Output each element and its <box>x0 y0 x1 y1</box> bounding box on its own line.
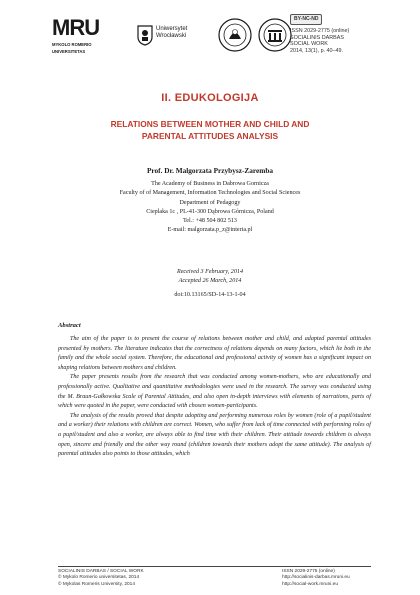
author-name: Prof. Dr. Malgorzata Przybysz-Zaremba <box>146 166 274 175</box>
footer-copyright-en: © Mykolas Romeris University, 2014 <box>58 581 136 587</box>
journal-info-block <box>290 14 398 55</box>
affiliation-phone: Tel.: +48 504 802 513 <box>183 218 237 225</box>
academy-seal-icon <box>258 18 292 52</box>
wroclaw-emblem-icon <box>136 24 154 46</box>
affiliation-faculty: Faculty of of Management, Information Technologies and Social Sciences <box>119 190 301 197</box>
received-date: Received 3 February, 2014 <box>177 269 243 275</box>
doi-identifier: doi:10.13165/SD-14-13-1-04 <box>174 292 246 298</box>
wroclaw-logo-line2: Wrocławski <box>156 33 187 39</box>
logo-strip <box>52 16 292 72</box>
section-title: II. EDUKOLOGIJA <box>161 92 259 104</box>
journal-name-lt: SOCIALINIS DARBAS <box>290 34 344 41</box>
journal-name-en: SOCIAL WORK <box>290 41 328 48</box>
affiliation-address: Cieplaka 1c , PL-41-300 Dąbrowa Górnicza, Poland <box>146 208 274 215</box>
mru-logo <box>52 16 112 54</box>
footer-issn: ISSN 2029-2775 (online) <box>282 569 335 574</box>
footer-copyright-lt: © Mykolo Romerio universitetas, 2014 <box>58 575 140 581</box>
mru-logo-mark: MRU <box>52 15 100 40</box>
affiliation-department: Department of Pedagogy <box>179 199 241 206</box>
abstract-paragraph: The aim of the paper is to present the course of relations between mother and child, and adapted parental attitudes presented by mothers. The literature indicates that the correctness of relations depends on many factors, which lie both in the family and the whole social system. Therefore, the educational and professional activity of women has a significant impact on shaping relations between mothers and children. <box>58 336 371 371</box>
article-title-line2: PARENTAL ATTITUDES ANALYSIS <box>141 131 279 141</box>
footer-right <box>282 569 350 588</box>
abstract-paragraph: The analysis of the results proved that despite adopting and performing numerous roles by women (role of a pupil/student and a worker) their relations with children are correct. Women, who suffer from lack of time connected with performing roles of a pupil/student and also a worker, are always able to find time with their children. Their attitude towards children is always open, sincere and friendly and the other way round (children towards their mothers adopt the same attitude). The analysis of parental attitudes also points to those attitudes, which <box>58 412 371 458</box>
abstract-heading: Abstract <box>58 322 81 329</box>
wroclaw-logo-line1: Uniwersytet <box>156 26 188 32</box>
issn-online: ISSN 2029-2775 (online) <box>290 27 350 34</box>
abstract-paragraph: The paper presents results from the research that was conducted among women-mothers, who are educationally and professionally active. Qualitative and quantitative methodologies were used in the research. The survey was conducted using the M. Braun-Gałkowska Scale of Parental Attitudes, and also open in-depth interviews with elements of narrations, parts of which were quoted in the paper, were conducted with chosen women-participants. <box>58 374 371 410</box>
footer-left <box>58 569 144 588</box>
cc-license-badge: BY-NC-ND <box>290 14 322 25</box>
footer-url-en[interactable]: http://social-work.mruni.eu <box>282 581 338 587</box>
affiliation-institution: The Academy of Business in Dabrowa Gornicza <box>151 181 269 187</box>
affiliation-email: E-mail: malgorzata.p_z@interia.pl <box>167 227 253 234</box>
author-affiliation <box>0 180 420 236</box>
university-seal-icon <box>218 18 252 52</box>
article-title <box>60 118 360 142</box>
journal-citation: 2014, 13(1), p. 40–49. <box>290 48 344 55</box>
mru-logo-line2: UNIVERSITETAS <box>52 49 86 54</box>
footer-url-lt[interactable]: http://socialinis-darbas.mruni.eu <box>282 575 350 581</box>
footer-journal: SOCIALINIS DARBAS / SOCIAL WORK <box>58 569 144 574</box>
footer-divider <box>58 566 371 567</box>
article-dates <box>0 268 420 287</box>
abstract-body <box>58 335 371 460</box>
article-title-line1: RELATIONS BETWEEN MOTHER AND CHILD AND <box>110 119 310 129</box>
accepted-date: Accepted 26 March, 2014 <box>178 278 242 285</box>
wroclaw-logo <box>136 22 198 52</box>
mru-logo-line1: MYKOLO ROMERIO <box>52 42 92 47</box>
